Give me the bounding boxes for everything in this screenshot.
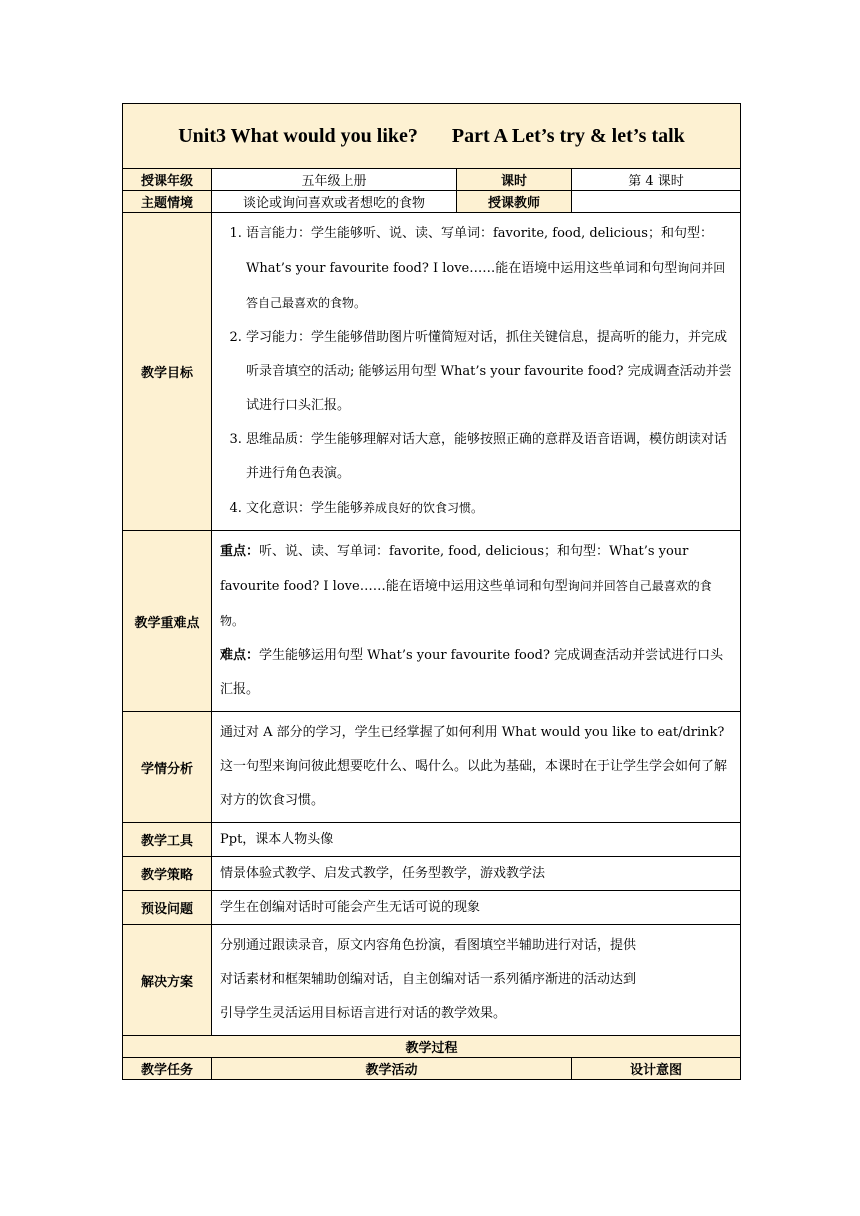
solution-label: 解决方案 <box>123 925 212 1036</box>
difficult-point: 难点：学生能够运用句型 What’s your favourite food? 完成调查活动并尝试进行口头汇报。 <box>220 648 724 697</box>
goals-cell <box>212 213 741 531</box>
col-activity-header: 教学活动 <box>212 1058 572 1080</box>
grade-label: 授课年级 <box>123 169 212 191</box>
key-point: 重点：听、说、读、写单词：favorite, food, delicious；和句型：What’s your favourite food? I love……能在语境中运用这些单词和句型询问并回答自己最喜欢的食物。 <box>220 544 712 628</box>
goal-item: 1. 语言能力：学生能够听、说、读、写单词：favorite, food, delicious；和句型：What’s your favourite food? I love……能在语境中运用这些单词和句型询问并回答自己最喜欢的食物。 <box>246 217 734 321</box>
teacher-value <box>572 191 741 213</box>
strategy-text: 情景体验式教学、启发式教学，任务型教学，游戏教学法 <box>212 857 741 891</box>
solution-line: 分别通过跟读录音，原文内容角色扮演，看图填空半辅助进行对话，提供 <box>220 938 637 953</box>
tools-label: 教学工具 <box>123 823 212 857</box>
issues-label: 预设问题 <box>123 891 212 925</box>
solution-line: 引导学生灵活运用目标语言进行对话的教学效果。 <box>220 1006 507 1021</box>
analysis-label: 学情分析 <box>123 712 212 823</box>
solution-line: 对话素材和框架辅助创编对话，自主创编对话一系列循序渐进的活动达到 <box>220 972 637 987</box>
goals-label: 教学目标 <box>123 213 212 531</box>
keypoints-label: 教学重难点 <box>123 531 212 712</box>
document-title <box>123 104 741 169</box>
teacher-label: 授课教师 <box>457 191 572 213</box>
tools-text: Ppt，课本人物头像 <box>212 823 741 857</box>
col-task-header: 教学任务 <box>123 1058 212 1080</box>
goal-item: 2. 学习能力：学生能够借助图片听懂简短对话，抓住关键信息，提高听的能力，并完成听录音填空的活动; 能够运用句型 What’s your favourite food? 完成调查活动并尝试进行口头汇报。 <box>246 321 734 423</box>
title-unit: Unit3 What would you like? <box>178 124 418 147</box>
period-label: 课时 <box>457 169 572 191</box>
period-value: 第 4 课时 <box>572 169 741 191</box>
col-intent-header: 设计意图 <box>572 1058 741 1080</box>
analysis-text: 通过对 A 部分的学习，学生已经掌握了如何利用 What would you like to eat/drink? 这一句型来询问彼此想要吃什么、喝什么。以此为基础，本课时在于让学生学会如何了解对方的饮食习惯。 <box>212 712 741 823</box>
strategy-label: 教学策略 <box>123 857 212 891</box>
theme-value: 谈论或询问喜欢或者想吃的食物 <box>212 191 457 213</box>
title-part: Part A Let’s try & let’s talk <box>451 124 685 147</box>
goal-item: 4. 文化意识：学生能够养成良好的饮食习惯。 <box>246 491 734 526</box>
keypoints-cell <box>212 531 741 712</box>
grade-value: 五年级上册 <box>212 169 457 191</box>
solution-cell <box>212 925 741 1036</box>
lesson-plan-table <box>122 103 741 1080</box>
goals-list <box>220 217 734 526</box>
theme-label: 主题情境 <box>123 191 212 213</box>
goal-item: 3. 思维品质：学生能够理解对话大意，能够按照正确的意群及语音语调，模仿朗读对话并进行角色表演。 <box>246 423 734 491</box>
process-header: 教学过程 <box>123 1036 741 1058</box>
issues-text: 学生在创编对话时可能会产生无话可说的现象 <box>212 891 741 925</box>
